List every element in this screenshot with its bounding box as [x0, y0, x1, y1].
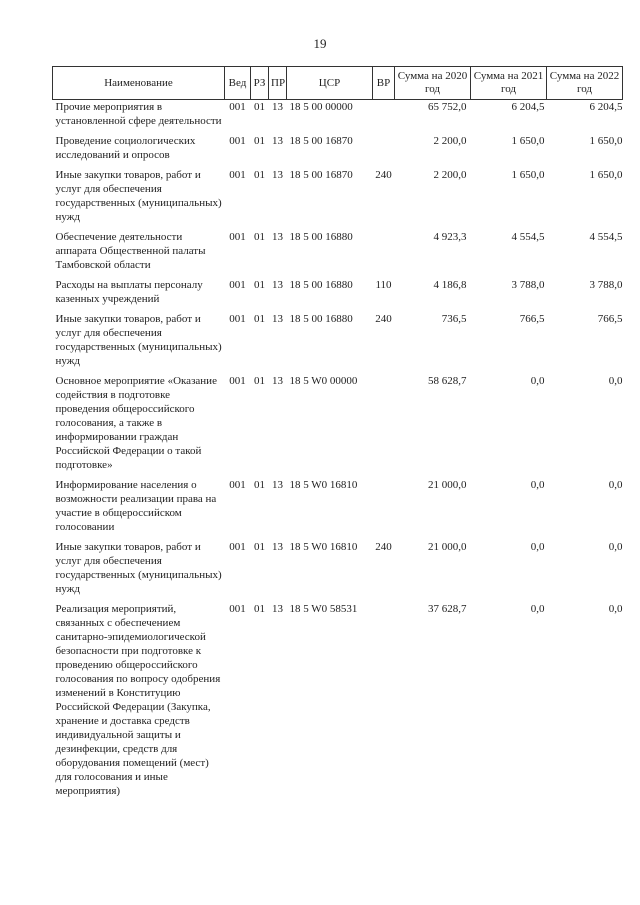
- row-ved: 001: [229, 603, 246, 615]
- row-sum-2020: 65 752,0: [428, 101, 467, 113]
- row-sum-2022: 0,0: [608, 603, 623, 615]
- header-sum-2020: Сумма на 2020 год: [395, 67, 471, 100]
- row-pr: 13: [272, 313, 283, 325]
- row-csr: 18 5 W0 00000: [289, 375, 358, 387]
- row-rz: 01: [254, 279, 265, 291]
- row-sum-2021: 0,0: [530, 479, 545, 491]
- table-row: [53, 596, 623, 798]
- row-sum-2021: 0,0: [530, 603, 545, 615]
- row-vr: [373, 472, 395, 534]
- row-sum-2022: 1 650,0: [589, 169, 623, 181]
- table-header: [53, 67, 623, 100]
- row-sum-2021: 766,5: [519, 313, 545, 325]
- row-sum-2021: 0,0: [530, 541, 545, 553]
- row-pr: 13: [272, 541, 283, 553]
- header-sum-2021: Сумма на 2021 год: [471, 67, 547, 100]
- row-csr: 18 5 W0 58531: [289, 603, 358, 615]
- row-csr: 18 5 00 16870: [289, 135, 353, 147]
- row-vr: 240: [375, 541, 392, 553]
- row-rz: 01: [254, 375, 265, 387]
- row-name: Основное мероприятие «Оказание содействия в подготовке проведения общероссийского голосования, а также в информировании граждан Российской Федерации о такой подготовке»: [55, 375, 217, 471]
- header-csr: ЦСР: [287, 67, 373, 100]
- table-body: [53, 100, 623, 799]
- row-sum-2021: 6 204,5: [511, 101, 545, 113]
- table-row: [53, 128, 623, 162]
- row-name: Прочие мероприятия в установленной сфере деятельности: [55, 101, 222, 127]
- row-rz: 01: [254, 479, 265, 491]
- row-sum-2020: 2 200,0: [433, 135, 467, 147]
- header-rz: РЗ: [251, 67, 269, 100]
- header-ved: Вед: [225, 67, 251, 100]
- row-vr: 240: [375, 169, 392, 181]
- row-pr: 13: [272, 279, 283, 291]
- row-csr: 18 5 W0 16810: [289, 541, 358, 553]
- row-csr: 18 5 W0 16810: [289, 479, 358, 491]
- row-ved: 001: [229, 313, 246, 325]
- row-sum-2021: 0,0: [530, 375, 545, 387]
- row-ved: 001: [229, 279, 246, 291]
- row-ved: 001: [229, 479, 246, 491]
- row-name: Обеспечение деятельности аппарата Общественной палаты Тамбовской области: [55, 231, 206, 271]
- row-sum-2020: 2 200,0: [433, 169, 467, 181]
- row-vr: [373, 128, 395, 162]
- row-name: Иные закупки товаров, работ и услуг для обеспечения государственных (муниципальных) нужд: [55, 313, 222, 367]
- row-name: Информирование населения о возможности реализации права на участие в общероссийском голосовании: [55, 479, 217, 533]
- row-csr: 18 5 00 16880: [289, 231, 353, 243]
- table-row: [53, 368, 623, 472]
- row-sum-2021: 1 650,0: [511, 169, 545, 181]
- row-ved: 001: [229, 375, 246, 387]
- row-ved: 001: [229, 169, 246, 181]
- header-vr: ВР: [373, 67, 395, 100]
- row-ved: 001: [229, 231, 246, 243]
- row-sum-2020: 4 186,8: [433, 279, 467, 291]
- row-vr: 240: [375, 313, 392, 325]
- row-name: Расходы на выплаты персоналу казенных учреждений: [55, 279, 203, 305]
- row-sum-2020: 21 000,0: [428, 541, 467, 553]
- row-pr: 13: [272, 603, 283, 615]
- table-row: [53, 224, 623, 272]
- table-row: [53, 100, 623, 129]
- table-row: [53, 162, 623, 224]
- row-csr: 18 5 00 16870: [289, 169, 353, 181]
- row-pr: 13: [272, 135, 283, 147]
- table-row: [53, 306, 623, 368]
- row-sum-2022: 6 204,5: [589, 101, 623, 113]
- row-sum-2022: 0,0: [608, 375, 623, 387]
- row-sum-2022: 1 650,0: [589, 135, 623, 147]
- header-sum-2022: Сумма на 2022 год: [547, 67, 623, 100]
- row-sum-2020: 4 923,3: [433, 231, 467, 243]
- row-sum-2021: 1 650,0: [511, 135, 545, 147]
- row-sum-2022: 0,0: [608, 479, 623, 491]
- row-name: Проведение социологических исследований и опросов: [55, 135, 196, 161]
- page-number: 19: [313, 36, 327, 51]
- table-row: [53, 534, 623, 596]
- row-sum-2021: 4 554,5: [511, 231, 545, 243]
- row-pr: 13: [272, 479, 283, 491]
- row-pr: 13: [272, 169, 283, 181]
- row-sum-2020: 736,5: [441, 313, 467, 325]
- row-ved: 001: [229, 541, 246, 553]
- row-sum-2021: 3 788,0: [511, 279, 545, 291]
- row-vr: 110: [375, 279, 392, 291]
- row-rz: 01: [254, 169, 265, 181]
- table-row: [53, 472, 623, 534]
- row-sum-2020: 58 628,7: [428, 375, 467, 387]
- row-rz: 01: [254, 231, 265, 243]
- row-vr: [373, 596, 395, 798]
- row-rz: 01: [254, 313, 265, 325]
- row-rz: 01: [254, 541, 265, 553]
- row-sum-2022: 4 554,5: [589, 231, 623, 243]
- row-vr: [373, 100, 395, 129]
- row-rz: 01: [254, 101, 265, 113]
- row-csr: 18 5 00 16880: [289, 279, 353, 291]
- row-sum-2022: 0,0: [608, 541, 623, 553]
- row-csr: 18 5 00 00000: [289, 101, 353, 113]
- row-rz: 01: [254, 135, 265, 147]
- row-sum-2022: 766,5: [597, 313, 623, 325]
- row-rz: 01: [254, 603, 265, 615]
- row-pr: 13: [272, 231, 283, 243]
- header-pr: ПР: [269, 67, 287, 100]
- row-pr: 13: [272, 101, 283, 113]
- row-vr: [373, 224, 395, 272]
- row-name: Иные закупки товаров, работ и услуг для обеспечения государственных (муниципальных) нужд: [55, 541, 222, 595]
- row-name: Иные закупки товаров, работ и услуг для обеспечения государственных (муниципальных) нужд: [55, 169, 222, 223]
- table-row: [53, 272, 623, 306]
- row-pr: 13: [272, 375, 283, 387]
- row-sum-2020: 37 628,7: [428, 603, 467, 615]
- budget-table: [52, 66, 623, 798]
- row-ved: 001: [229, 135, 246, 147]
- row-csr: 18 5 00 16880: [289, 313, 353, 325]
- row-vr: [373, 368, 395, 472]
- row-sum-2020: 21 000,0: [428, 479, 467, 491]
- row-ved: 001: [229, 101, 246, 113]
- header-name: Наименование: [53, 67, 225, 100]
- row-sum-2022: 3 788,0: [589, 279, 623, 291]
- row-name: Реализация мероприятий, связанных с обеспечением санитарно-эпидемиологической безопасности при подготовке к проведению общероссийского голосования по вопросу одобрения изменений в Конституцию Российской Федерации (Закупка, хранение и доставка средств индивидуальной защиты и дезинфекции, средств для оборудования помещений (мест) для голосования и иные мероприятия): [55, 603, 221, 797]
